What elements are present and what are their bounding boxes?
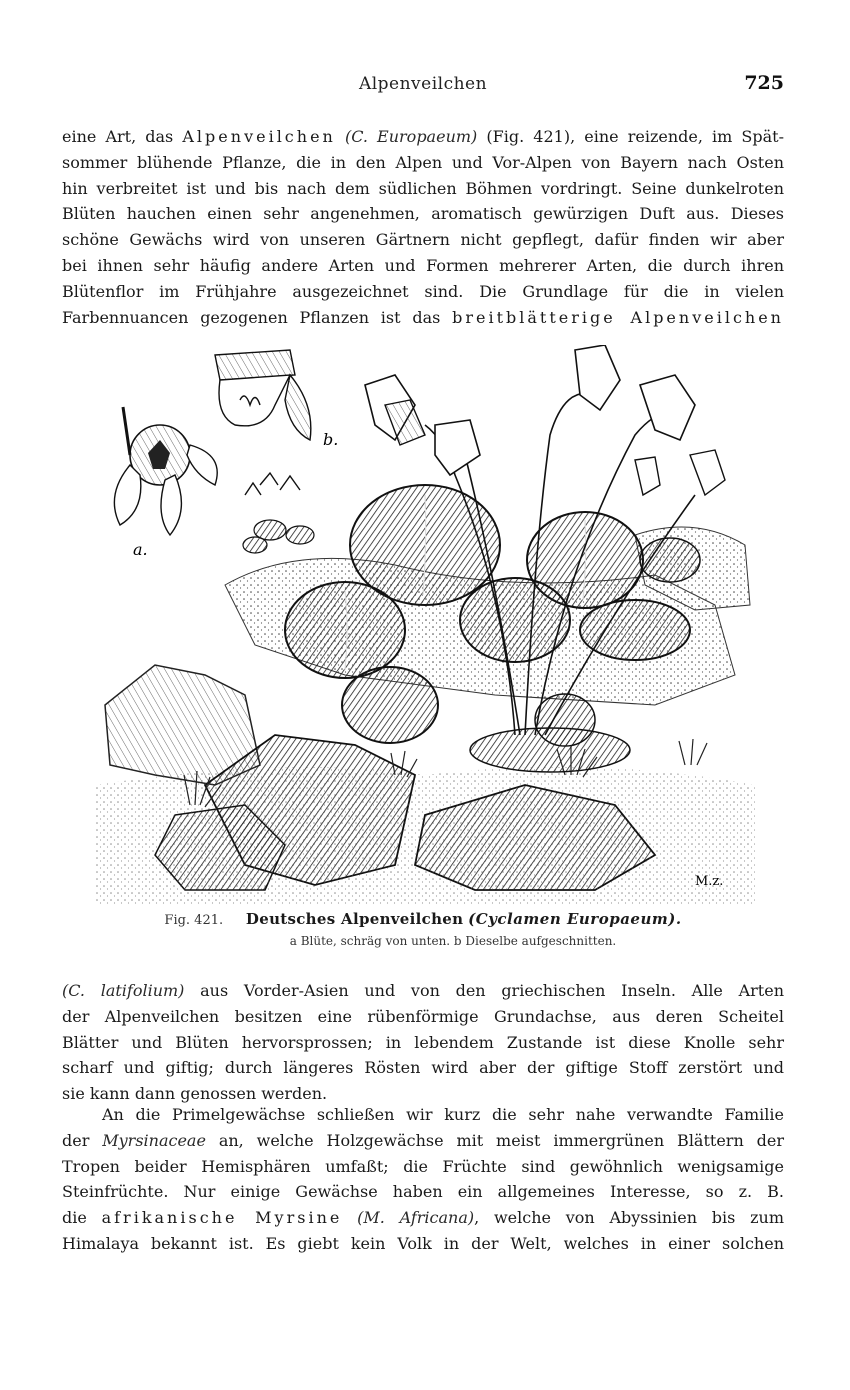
text-line: schöne Gewächs wird von unseren Gärtnern nicht gepflegt, dafür finden wir aber (62, 230, 784, 250)
text-line: bei ihnen sehr häufig andere Arten und Formen mehrerer Arten, die durch ihren (62, 255, 784, 275)
latin-name: (C. Europaeum) (344, 127, 478, 146)
figure-caption (62, 910, 784, 960)
text-line: Blüten hauchen einen sehr angenehmen, aromatisch gewürzigen Duft aus. Dieses (62, 204, 784, 224)
latin-name: (C. latifolium) (62, 981, 185, 1000)
figure-number: Fig. 421. (164, 913, 224, 928)
caption-latin-name: (Cyclamen Europaeum). (468, 910, 682, 928)
spaced-term: afrikanische Myrsine (101, 1208, 343, 1228)
background-plant (243, 473, 314, 553)
text-line: Blätter und Blüten hervorsprossen; in lebendem Zustande ist diese Knolle sehr (62, 1032, 784, 1052)
text-line: An die Primelgewächse schließen wir kurz die sehr nahe verwandte Familie (102, 1105, 784, 1124)
text-line: Tropen beider Hemisphären umfaßt; die Früchte sind gewöhnlich wenigsamige (62, 1156, 784, 1176)
text-line: sie kann dann genossen werden. (62, 1084, 328, 1104)
text-line: Blütenflor im Frühjahre ausgezeichnet sind. Die Grundlage für die in vielen (62, 281, 784, 301)
paragraph-3 (62, 1102, 784, 1257)
text-line: (C. latifolium) aus Vorder-Asien und von den griechischen Inseln. Alle Arten (62, 981, 785, 1000)
text-line: Farbennuancen gezogenen Pflanzen ist das breitblätterige Alpenveilchen (62, 307, 784, 327)
caption-title: Deutsches Alpenveilchen (245, 910, 464, 928)
latin-name: (M. Africana) (357, 1208, 475, 1228)
paragraph-2 (62, 978, 784, 1107)
text-line: die afrikanische Myrsine (M. Africana), welche von Abyssinien bis zum (62, 1208, 785, 1228)
text-line: eine Art, das Alpenveilchen (C. Europaeum) (Fig. 421), eine reizende, im Spät- (62, 127, 785, 146)
detail-b-cut-flower (215, 350, 338, 449)
page-number: 725 (744, 72, 784, 94)
spaced-term: Alpenveilchen (182, 127, 336, 146)
running-title: Alpenveilchen (358, 74, 488, 94)
cyclamen-leaves (285, 485, 700, 772)
detail-a-flower-below (114, 407, 217, 559)
text-line: Himalaya bekannt ist. Es giebt kein Volk in der Welt, welches in einer solchen (62, 1233, 784, 1253)
text-line: der Myrsinaceae an, welche Holzgewächse mit meist immergrünen Blättern der (62, 1130, 784, 1150)
text-line: sommer blühende Pflanze, die in den Alpen und Vor-Alpen von Bayern nach Osten (62, 152, 784, 172)
latin-name: Myrsinaceae (102, 1130, 206, 1150)
paragraph-1 (62, 124, 784, 330)
caption-subtext: a Blüte, schräg von unten. b Dieselbe aufgeschnitten. (289, 934, 617, 948)
text-line: Steinfrüchte. Nur einige Gewächse haben ein allgemeines Interesse, so z. B. (62, 1182, 784, 1202)
figure-label-b: b. (323, 430, 339, 449)
figure-label-a: a. (133, 540, 148, 559)
text-line: scharf und giftig; durch längeres Rösten wird aber der giftige Stoff zerstört und (62, 1058, 784, 1078)
running-head (62, 74, 784, 102)
cyclamen-illustration (95, 345, 755, 905)
text-line: hin verbreitet ist und bis nach dem südlichen Böhmen vordringt. Seine dunkelroten (62, 178, 784, 198)
woodcut-engraving (95, 345, 755, 905)
text-line: der Alpenveilchen besitzen eine rübenförmige Grundachse, aus deren Scheitel (62, 1006, 784, 1026)
spaced-term: breitblätterige Alpenveilchen (452, 307, 784, 327)
engraver-signature: M.z. (695, 874, 724, 889)
